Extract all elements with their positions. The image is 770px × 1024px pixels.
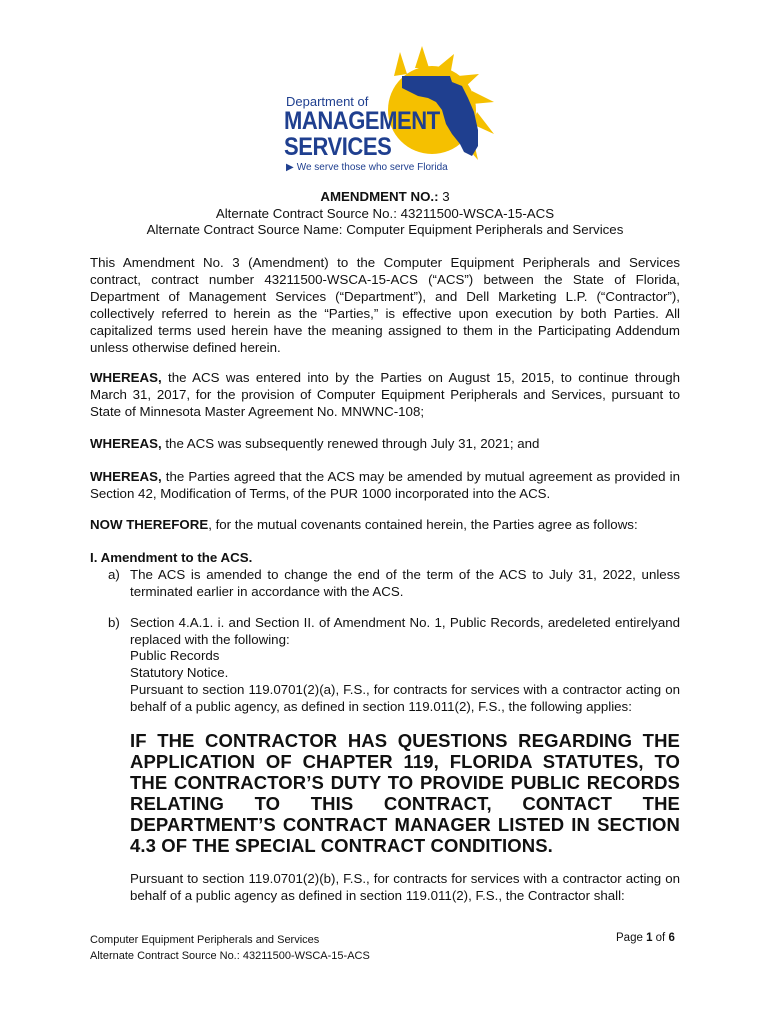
logo-services-text: SERVICES — [284, 133, 392, 161]
public-records-notice: IF THE CONTRACTOR HAS QUESTIONS REGARDING THE APPLICATION OF CHAPTER 119, FLORIDA STATUTES, TO THE CONTRACTOR’S DUTY TO PROVIDE PUBLIC RECORDS RELATING TO THIS CONTRACT, CONTACT THE DEPARTMENT’S CONTRACT MANAGER LISTED IN SECTION 4.3 OF THE SPECIAL CONTRACT CONDITIONS. — [130, 730, 680, 856]
play-arrow-icon: ▶ — [286, 162, 294, 173]
now-therefore-text: , for the mutual covenants contained herein, the Parties agree as follows: — [208, 517, 638, 532]
page-prefix: Page — [616, 932, 647, 944]
source-number-line — [90, 205, 680, 222]
pursuant-a-text: Pursuant to section 119.0701(2)(a), F.S., for contracts for services with a contractor acting on behalf of a public agency, as defined in section 119.011(2), F.S., the following applies: — [130, 682, 680, 714]
public-records-heading: Public Records — [130, 648, 220, 663]
logo-management-text: MANAGEMENT — [284, 107, 440, 135]
item-a-label: a) — [108, 567, 120, 582]
footer-line-2: Alternate Contract Source No.: 43211500-WSCA-15-ACS — [90, 950, 370, 962]
source-name-label: Alternate Contract Source Name: — [146, 222, 343, 237]
item-b-text: Section 4.A.1. i. and Section II. of Amendment No. 1, Public Records, aredeleted entirelyand replaced with the following: — [130, 615, 680, 647]
section-heading-text: I. Amendment to the ACS. — [90, 550, 253, 565]
now-therefore-paragraph — [90, 516, 680, 533]
logo-tagline — [286, 162, 448, 173]
statutory-notice-heading: Statutory Notice. — [130, 665, 229, 680]
section-heading — [90, 549, 680, 566]
logo-tagline-text: We serve those who serve Florida — [296, 162, 448, 173]
logo-department-text: Department of — [286, 94, 369, 109]
pursuant-b-text: Pursuant to section 119.0701(2)(b), F.S., for contracts for services with a contractor acting on behalf of a public agency as defined in section 119.011(2), F.S., the Contractor shall: — [130, 871, 680, 903]
dms-logo — [282, 46, 502, 174]
intro-paragraph: This Amendment No. 3 (Amendment) to the Computer Equipment Peripherals and Services contract, contract number 43211500-WSCA-15-ACS (“ACS”) between the State of Florida, Department of Management Services (“Department”), and Dell Marketing L.P. (“Contractor”), collectively referred to herein as the “Parties,” is effective upon execution by both Parties. All capitalized terms used herein have the meaning assigned to them in the Participating Addendum unless otherwise defined herein. — [90, 255, 680, 355]
whereas-label: WHEREAS, — [90, 370, 162, 385]
page-footer — [90, 932, 680, 964]
whereas-label: WHEREAS, — [90, 469, 162, 484]
page-total: 6 — [668, 932, 675, 944]
whereas-text: the Parties agreed that the ACS may be amended by mutual agreement as provided in Section 42, Modification of Terms, of the PUR 1000 incorporated into the ACS. — [90, 469, 680, 501]
footer-line-1: Computer Equipment Peripherals and Services — [90, 934, 320, 946]
source-name-value: Computer Equipment Peripherals and Services — [346, 222, 624, 237]
item-b-label: b) — [108, 615, 120, 630]
page-number — [616, 932, 675, 944]
item-a-text: The ACS is amended to change the end of the term of the ACS to July 31, 2022, unless terminated earlier in accordance with the ACS. — [130, 567, 680, 599]
source-number-label: Alternate Contract Source No.: — [215, 206, 397, 221]
amendment-label: AMENDMENT NO.: — [320, 189, 439, 204]
whereas-paragraph-2 — [90, 435, 680, 452]
whereas-text: the ACS was entered into by the Parties on August 15, 2015, to continue through March 31, 2017, for the provision of Computer Equipment Peripherals and Services, pursuant to State of Minnesota Master Agreement No. MNWNC-108; — [90, 370, 680, 419]
whereas-paragraph-1 — [90, 369, 680, 420]
source-number-value: 43211500-WSCA-15-ACS — [400, 206, 555, 221]
whereas-label: WHEREAS, — [90, 436, 162, 451]
amendment-number: 3 — [442, 189, 450, 204]
whereas-text: the ACS was subsequently renewed through July 31, 2021; and — [161, 436, 540, 451]
now-therefore-label: NOW THEREFORE — [90, 517, 209, 532]
whereas-paragraph-3 — [90, 468, 680, 502]
page-current: 1 — [646, 932, 653, 944]
page-of: of — [652, 932, 669, 944]
amendment-number-line — [90, 188, 680, 205]
source-name-line — [90, 221, 680, 238]
